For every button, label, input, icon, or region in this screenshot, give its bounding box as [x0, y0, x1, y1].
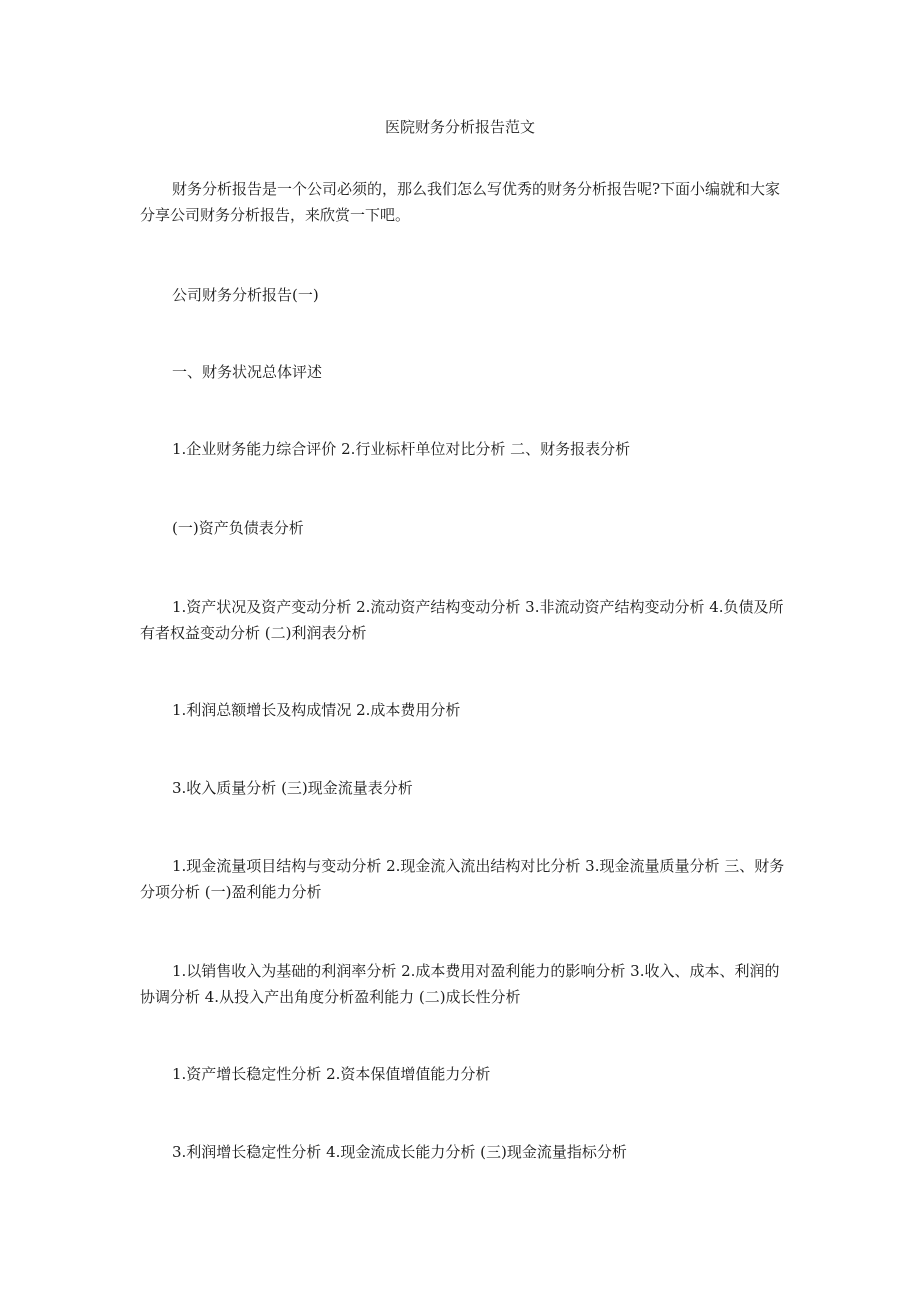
list-paragraph: 3.利润增长稳定性分析 4.现金流成长能力分析 (三)现金流量指标分析: [172, 1143, 627, 1161]
list-paragraph: 1.利润总额增长及构成情况 2.成本费用分析: [172, 701, 461, 719]
list-paragraph: 1.现金流量项目结构与变动分析 2.现金流入流出结构对比分析 3.现金流量质量分析 三、财务分项分析 (一)盈利能力分析: [140, 857, 785, 901]
report-heading: 公司财务分析报告(一): [172, 286, 319, 304]
list-paragraph: 1.以销售收入为基础的利润率分析 2.成本费用对盈利能力的影响分析 3.收入、成本、利润的协调分析 4.从投入产出角度分析盈利能力 (二)成长性分析: [140, 962, 780, 1006]
document-title: 医院财务分析报告范文: [384, 118, 535, 136]
intro-paragraph: 财务分析报告是一个公司必须的，那么我们怎么写优秀的财务分析报告呢?下面小编就和大家分享公司财务分析报告，来欣赏一下吧。: [140, 180, 781, 224]
list-paragraph: 1.资产增长稳定性分析 2.资本保值增值能力分析: [172, 1065, 491, 1083]
list-paragraph: 1.资产状况及资产变动分析 2.流动资产结构变动分析 3.非流动资产结构变动分析 4.负债及所有者权益变动分析 (二)利润表分析: [140, 598, 784, 642]
section-heading: 一、财务状况总体评述: [172, 363, 323, 381]
list-paragraph: 1.企业财务能力综合评价 2.行业标杆单位对比分析 二、财务报表分析: [172, 440, 631, 458]
list-paragraph: 3.收入质量分析 (三)现金流量表分析: [172, 779, 413, 797]
subsection-heading: (一)资产负债表分析: [172, 519, 304, 537]
